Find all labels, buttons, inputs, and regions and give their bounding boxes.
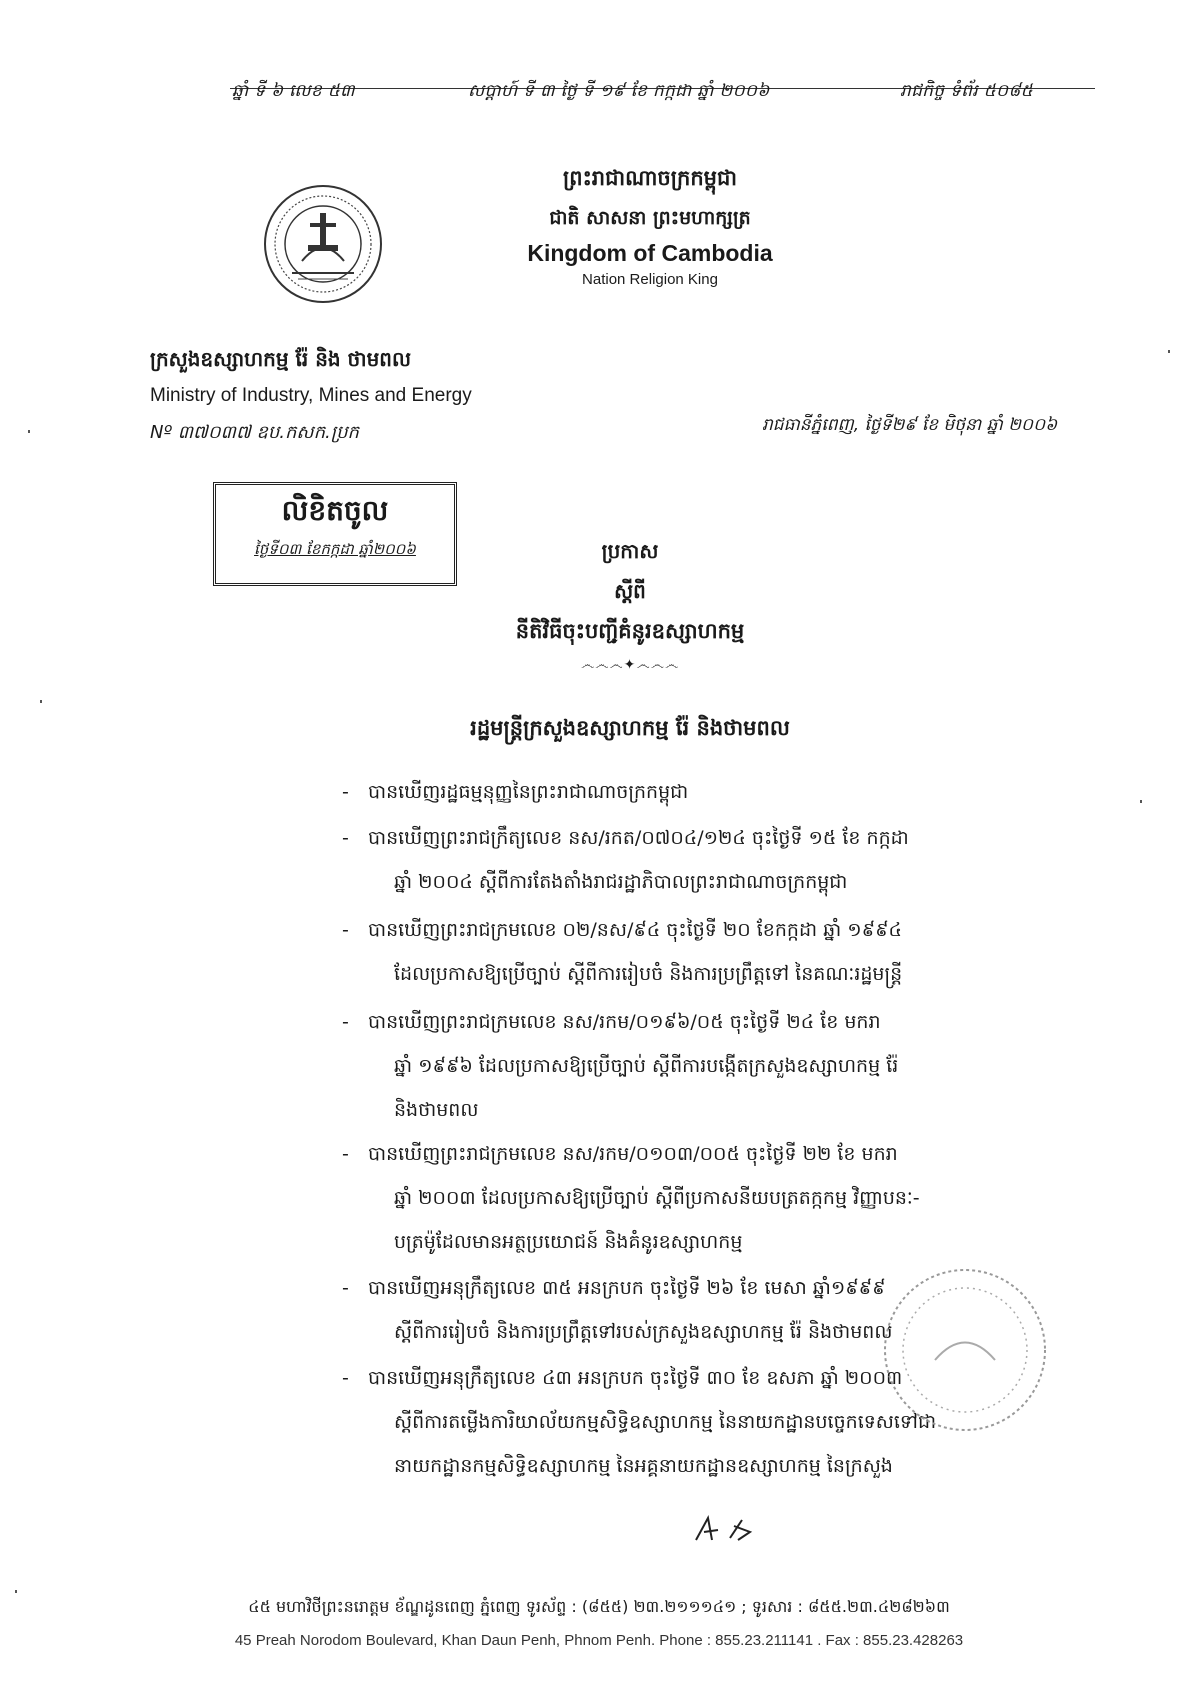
consideration-item: - បានឃើញព្រះរាជក្រឹត្យលេខ នស/រកត/០៧០៤/១២៤ ចុះថ្ងៃទី ១៥ ខែ កក្កដា ឆ្នាំ ២០០៤ ស្តីពីការតែងតាំងរាជរដ្ឋាភិបាលព្រះរាជាណាចក្រកម្ពុជា <box>342 827 909 893</box>
ministry-seal-icon <box>262 183 384 305</box>
initials-signature <box>690 1510 760 1550</box>
kingdom-name-en: Kingdom of Cambodia <box>527 240 773 266</box>
gazette-page-number: រាជកិច្ច ទំព័រ ៥០៨៥ <box>900 81 1033 101</box>
scan-speck <box>1140 800 1142 803</box>
consideration-item: - បានឃើញព្រះរាជក្រមលេខ នស/រកម/០១០៣/០០៥ ចុះថ្ងៃទី ២២ ខែ មករា ឆ្នាំ ២០០៣ ដែលប្រកាសឱ្យប្រើច្បាប់ ស្តីពីប្រកាសនីយបត្រតក្កកម្ម វិញ្ញាបនៈ- បត្រម៉ូដែលមានអត្ថប្រយោជន៍ និងគំនូរឧស្សាហកម្ម <box>342 1143 920 1253</box>
footer-address-en: 45 Preah Norodom Boulevard, Khan Daun Penh, Phnom Penh. Phone : 855.23.211141 . Fax : 855.23.428263 <box>234 1632 964 1649</box>
document-type: ប្រកាស <box>601 539 659 563</box>
kingdom-motto-en: Nation Religion King <box>582 271 718 288</box>
ministry-name-kh: ក្រសួងឧស្សាហកម្ម រ៉ែ និង ថាមពល <box>150 347 412 371</box>
footer-address-kh: ៤៥ មហាវិថីព្រះនរោត្តម ខ័ណ្ឌដូនពេញ ភ្នំពេញ ទូរស័ព្ទ : (៨៥៥) ២៣.២១១១៤១ ; ទូរសារ : ៨៥៥.២៣.៤២៨២៦៣ <box>248 1597 950 1616</box>
scan-speck <box>28 430 30 433</box>
consideration-item: - បានឃើញអនុក្រឹត្យលេខ ៣៥ អនក្របក ចុះថ្ងៃទី ២៦ ខែ មេសា ឆ្នាំ១៩៩៩ ស្តីពីការរៀបចំ និងការប្រព្រឹត្តទៅរបស់ក្រសួងឧស្សាហកម្ម រ៉ែ និងថាមពល <box>342 1277 893 1343</box>
official-stamp-icon <box>880 1265 1050 1435</box>
document-about: ស្តីពី <box>614 579 646 603</box>
place-date: រាជធានីភ្នំពេញ, ថ្ងៃទី២៩ ខែ មិថុនា ឆ្នាំ ២០០៦ <box>762 415 1058 435</box>
reference-number: Nº ៣៧០៣៧ ឧប.កសក.ប្រក <box>150 422 359 443</box>
consideration-item: - បានឃើញព្រះរាជក្រមលេខ ០២/នស/៩៤ ចុះថ្ងៃទី ២០ ខែកក្កដា ឆ្នាំ ១៩៩៤ ដែលប្រកាសឱ្យប្រើច្បាប់ ស្តីពីការរៀបចំ និងការប្រព្រឹត្តទៅ នៃគណៈរដ្ឋមន្ត្រី <box>342 919 903 985</box>
gazette-year-issue: ឆ្នាំ ទី ៦ លេខ ៥៣ <box>232 81 355 101</box>
gazette-week-date: សប្តាហ៍ ទី ៣ ថ្ងៃ ទី ១៩ ខែ កក្កដា ឆ្នាំ ២០០៦ <box>468 81 770 101</box>
consideration-item: - បានឃើញព្រះរាជក្រមលេខ នស/រកម/០១៩៦/០៥ ចុះថ្ងៃទី ២៤ ខែ មករា ឆ្នាំ ១៩៩៦ ដែលប្រកាសឱ្យប្រើច្បាប់ ស្តីពីការបង្កើតក្រសួងឧស្សាហកម្ម រ៉ែ និងថាមពល <box>342 1011 899 1121</box>
consideration-item: - បានឃើញរដ្ឋធម្មនុញ្ញនៃព្រះរាជាណាចក្រកម្ពុជា <box>342 781 689 803</box>
received-stamp-date: ថ្ងៃទី០៣ ខែកក្កដា ឆ្នាំ២០០៦ <box>254 540 416 558</box>
issuer: រដ្ឋមន្ត្រីក្រសួងឧស្សាហកម្ម រ៉ែ និងថាមពល <box>470 716 790 740</box>
title-ornament: ෴෴෴✦෴෴෴ <box>580 657 680 673</box>
scan-speck <box>40 700 42 703</box>
scan-speck <box>1168 350 1170 353</box>
consideration-item: - បានឃើញអនុក្រឹត្យលេខ ៤៣ អនក្របក ចុះថ្ងៃទី ៣០ ខែ ឧសភា ឆ្នាំ ២០០៣ ស្តីពីការតម្លើងការិយាល័យកម្មសិទ្ធិឧស្សាហកម្ម នៃនាយកដ្ឋានបច្ចេកទេសទៅជា នាយកដ្ឋានកម្មសិទ្ធិឧស្សាហកម្ម នៃអគ្គនាយកដ្ឋានឧស្សាហកម្ម នៃក្រសួង <box>342 1367 937 1477</box>
document-subject: នីតិវិធីចុះបញ្ជីគំនូរឧស្សាហកម្ម <box>515 619 745 643</box>
received-stamp-title: លិខិតចូល <box>281 494 389 527</box>
scan-speck <box>15 1590 17 1593</box>
kingdom-motto-kh: ជាតិ សាសនា ព្រះមហាក្សត្រ <box>549 207 751 229</box>
kingdom-name-kh: ព្រះរាជាណាចក្រកម្ពុជា <box>562 166 737 190</box>
ministry-name-en: Ministry of Industry, Mines and Energy <box>150 385 472 406</box>
